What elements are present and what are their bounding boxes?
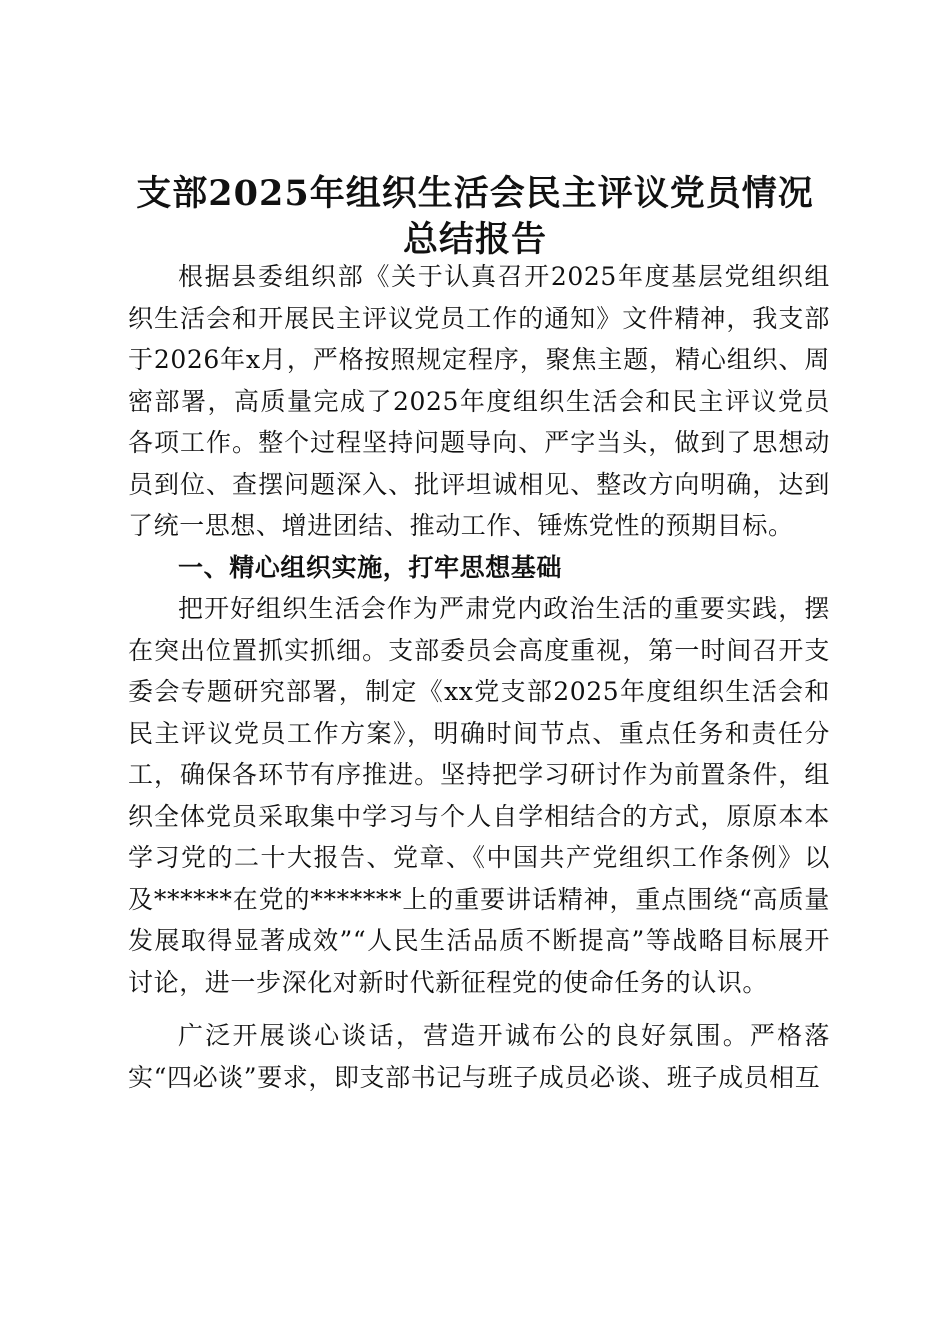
section-heading-1: 一、精心组织实施，打牢思想基础 (178, 552, 563, 582)
section-1-paragraph-1: 把开好组织生活会作为严肃党内政治生活的重要实践，摆在突出位置抓实抓细。支部委员会高度重视，第一时间召开支委会专题研究部署，制定《xx党支部2025年度组织生活会和民主评议党员工作方案》，明确时间节点、重点任务和责任分工，确保各环节有序推进。坚持把学习研讨作为前置条件，组织全体党员采取集中学习与个人自学相结合的方式，原原本本学习党的二十大报告、党章、《中国共产党组织工作条例》以及******在党的*******上的重要讲话精神，重点围绕“高质量发展取得显著成效”“人民生活品质不断提高”等战略目标展开讨论，进一步深化对新时代新征程党的使命任务的认识。 (128, 594, 830, 997)
document-body (128, 256, 830, 1098)
intro-paragraph: 根据县委组织部《关于认真召开2025年度基层党组织组织生活会和开展民主评议党员工作的通知》文件精神，我支部于2026年x月，严格按照规定程序，聚焦主题，精心组织、周密部署，高质量完成了2025年度组织生活会和民主评议党员各项工作。整个过程坚持问题导向、严字当头，做到了思想动员到位、查摆问题深入、批评坦诚相见、整改方向明确，达到了统一思想、增进团结、推动工作、锤炼党性的预期目标。 (128, 262, 830, 540)
section-1-paragraph-2: 广泛开展谈心谈话，营造开诚布公的良好氛围。严格落实“四必谈”要求，即支部书记与班子成员必谈、班子成员相互 (128, 1021, 830, 1092)
document-title-line-1: 支部2025年组织生活会民主评议党员情况 (136, 173, 814, 214)
document-title-line-2: 总结报告 (402, 219, 547, 260)
paragraph-gap (128, 1003, 830, 1015)
